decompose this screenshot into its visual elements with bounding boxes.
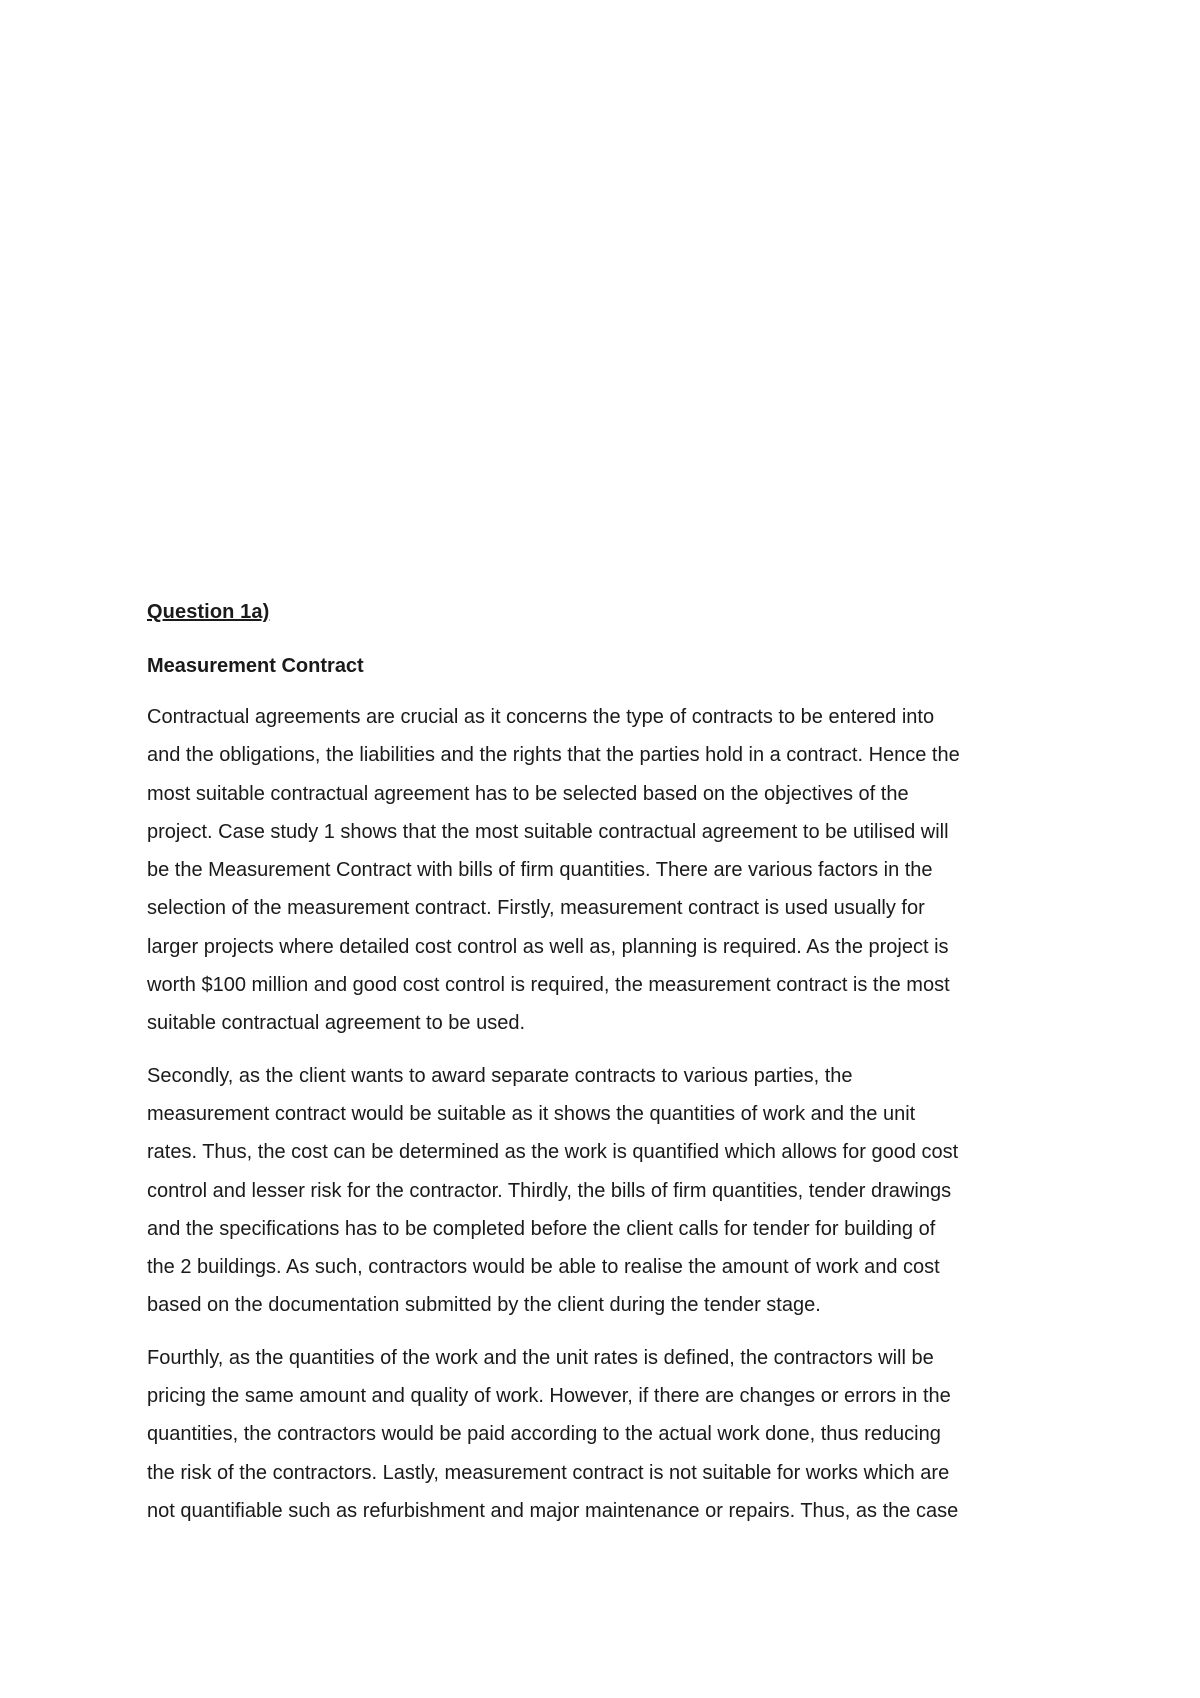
paragraph-line: worth $100 million and good cost control is required, the measurement contract is the most [147,974,950,997]
paragraph-line: be the Measurement Contract with bills of firm quantities. There are various factors in the [147,859,933,882]
paragraph-line: pricing the same amount and quality of work. However, if there are changes or errors in the [147,1385,951,1408]
paragraph-line: based on the documentation submitted by the client during the tender stage. [147,1294,821,1317]
section-heading: Measurement Contract [147,655,364,677]
paragraph-line: Secondly, as the client wants to award separate contracts to various parties, the [147,1064,853,1087]
question-heading: Question 1a) [147,601,270,623]
paragraph-line: rates. Thus, the cost can be determined as the work is quantified which allows for good cost [147,1141,959,1164]
paragraph-line: larger projects where detailed cost control as well as, planning is required. As the project is [147,935,949,958]
paragraph-line: not quantifiable such as refurbishment and major maintenance or repairs. Thus, as the case [147,1499,959,1522]
paragraph-line: the 2 buildings. As such, contractors would be able to realise the amount of work and cost [147,1256,940,1279]
paragraph-line: most suitable contractual agreement has to be selected based on the objectives of the [147,782,909,805]
paragraph-line: project. Case study 1 shows that the most suitable contractual agreement to be utilised will [147,820,949,843]
paragraph-line: control and lesser risk for the contractor. Thirdly, the bills of firm quantities, tender drawings [147,1179,952,1202]
paragraph-line: and the specifications has to be completed before the client calls for tender for building of [147,1217,936,1240]
paragraph-line: selection of the measurement contract. Firstly, measurement contract is used usually for [147,897,925,920]
document-body [147,598,1061,1530]
paragraph-2 [147,1057,1061,1325]
paragraph-line: the risk of the contractors. Lastly, measurement contract is not suitable for works which are [147,1461,950,1484]
paragraph-line: suitable contractual agreement to be used. [147,1012,526,1035]
paragraph-3 [147,1339,1061,1530]
paragraph-line: measurement contract would be suitable as it shows the quantities of work and the unit [147,1102,916,1125]
paragraph-line: Fourthly, as the quantities of the work and the unit rates is defined, the contractors will be [147,1346,934,1369]
paragraph-line: Contractual agreements are crucial as it concerns the type of contracts to be entered into [147,706,935,728]
paragraph-1 [147,698,1061,1043]
paragraph-line: and the obligations, the liabilities and the rights that the parties hold in a contract. Hence the [147,744,960,767]
paragraph-line: quantities, the contractors would be paid according to the actual work done, thus reducing [147,1423,941,1446]
